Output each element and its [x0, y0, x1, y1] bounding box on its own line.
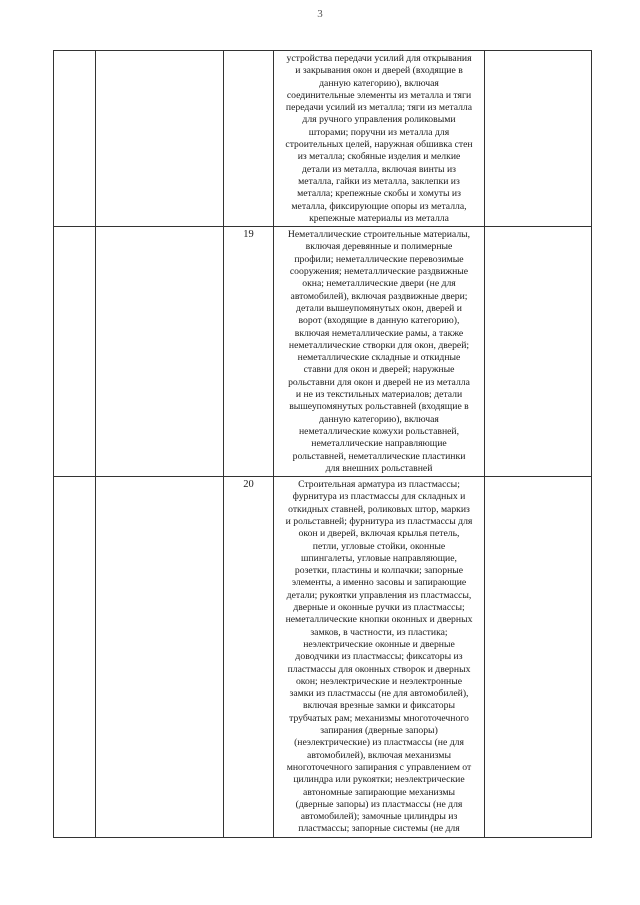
description-line: автомобилей), включая раздвижные двери; [290, 290, 468, 302]
page-number: 3 [317, 8, 323, 20]
empty-cell [54, 227, 96, 477]
description-line: неметаллические направляющие [311, 438, 447, 450]
description-line: неметаллические кожухи рольставней, [298, 425, 460, 437]
description-line: (неэлектрические) из пластмассы (не для [294, 737, 464, 749]
description-line: окон и дверей, включая крылья петель, [298, 528, 460, 540]
description-line: неметаллические складные и откидные [297, 352, 461, 364]
description-line: вышеупомянутых рольставней (входящие в [289, 401, 469, 413]
class-number-cell [224, 51, 274, 227]
description-line: детали; рукоятки управления из пластмассы, [286, 589, 472, 601]
class-number: 20 [243, 479, 254, 491]
description-line: доводчики из пластмассы; фиксаторы из [295, 651, 463, 663]
description-line: металла, гайки из металла, заклепки из [298, 175, 460, 187]
description-line: включая врезные замки и фиксаторы [303, 700, 455, 712]
empty-cell [485, 227, 592, 477]
description-line: цилиндра или рукоятки; неэлектрические [293, 774, 465, 786]
description-line: и рольставней; фурнитура из пластмассы для [285, 515, 473, 527]
class-number-cell [224, 227, 274, 477]
description-line: окна; неметаллические двери (не для [302, 278, 456, 290]
description-line: крепежные материалы из металла [309, 212, 449, 224]
description-line: и не из текстильных материалов; детали [295, 389, 463, 401]
description-line: сооружения; неметаллические раздвижные [289, 266, 469, 278]
empty-cell [54, 51, 96, 227]
description-line: дверные и оконные ручки из пластмассы; [293, 602, 465, 614]
table-row [54, 51, 592, 227]
description-line: профили; неметаллические перевозимые [294, 253, 464, 265]
description-line: шпингалеты, угловые направляющие, [301, 552, 457, 564]
class-number-cell [224, 477, 274, 838]
description-line: ставни для окон и дверей; наружные [303, 364, 455, 376]
empty-cell [54, 477, 96, 838]
description-line: данную категорию), включая [319, 77, 439, 89]
description-line: строительных целей, наружная обшивка стен [285, 139, 473, 151]
description-line: Неметаллические строительные материалы, [287, 229, 471, 241]
table-row [54, 477, 592, 838]
description-line: пластмассы для оконных створок и дверных [287, 663, 471, 675]
description-line: пластмассы; запорные системы (не для [298, 823, 460, 835]
description-line: для внешних рольставней [325, 462, 433, 474]
description-line: окон; неэлектрические и неэлектронные [295, 675, 463, 687]
description-line: трубчатых рам; механизмы многоточечного [289, 712, 469, 724]
goods-description-cell [274, 227, 485, 477]
description-line: соединительные элементы из металла и тяги [286, 89, 472, 101]
description-line: запирания (дверные запоры) [320, 725, 438, 737]
description-line: включая деревянные и полимерные [305, 241, 453, 253]
description-line: неэлектрические оконные и дверные [303, 638, 455, 650]
description-line: рольставней, неметаллические пластинки [292, 450, 466, 462]
description-line: розетки, пластины и колпачки; запорные [294, 565, 464, 577]
empty-cell [485, 477, 592, 838]
description-line: шторами; поручни из металла для [308, 126, 450, 138]
description-line: многоточечного запирания с управлением от [286, 761, 472, 773]
empty-cell [96, 51, 224, 227]
description-line: откидных ставней, роликовых штор, маркиз [288, 503, 470, 515]
goods-description-cell [274, 477, 485, 838]
description-line: фурнитура из пластмассы для складных и [292, 491, 466, 503]
description-line: для ручного управления роликовыми [302, 114, 456, 126]
description-line: из металла; скобяные изделия и мелкие [297, 151, 461, 163]
description-line: неметаллические створки для окон, дверей; [288, 339, 470, 351]
description-line: автономные запирающие механизмы [302, 786, 456, 798]
empty-cell [96, 477, 224, 838]
empty-cell [485, 51, 592, 227]
description-line: передачи усилий из металла; тяги из металла [285, 102, 473, 114]
description-line: петли, угловые стойки, оконные [312, 540, 446, 552]
description-line: элементы, а именно засовы и запирающие [291, 577, 467, 589]
description-line: детали из металла, включая винты из [302, 163, 456, 175]
description-line: неметаллические кнопки оконных и дверных [285, 614, 473, 626]
description-line: данную категорию), включая [319, 413, 439, 425]
description-line: автомобилей); замочные цилиндры из [300, 811, 458, 823]
class-number: 19 [243, 229, 254, 241]
description-line: замков, в частности, из пластика; [310, 626, 448, 638]
goods-description-cell [274, 51, 485, 227]
description-line: (дверные запоры) из пластмассы (не для [295, 798, 463, 810]
description-line: замки из пластмассы (не для автомобилей), [289, 688, 469, 700]
description-line: устройства передачи усилий для открывания [286, 53, 472, 64]
description-line: металла, фиксирующие опоры из металла, [291, 200, 467, 212]
description-line: включая неметаллические рамы, а также [294, 327, 464, 339]
description-line: и закрывания окон и дверей (входящие в [295, 65, 463, 77]
description-line: металла; крепежные скобы и хомуты из [297, 188, 461, 200]
description-line: ворот (входящие в данную категорию), [298, 315, 460, 327]
description-line: рольставни для окон и дверей не из металла [288, 376, 470, 388]
description-line: автомобилей), включая механизмы [307, 749, 451, 761]
description-line: Строительная арматура из пластмассы; [298, 479, 460, 491]
description-line: детали вышеупомянутых окон, дверей и [296, 302, 462, 314]
goods-table [53, 50, 592, 838]
empty-cell [96, 227, 224, 477]
table-row [54, 227, 592, 477]
